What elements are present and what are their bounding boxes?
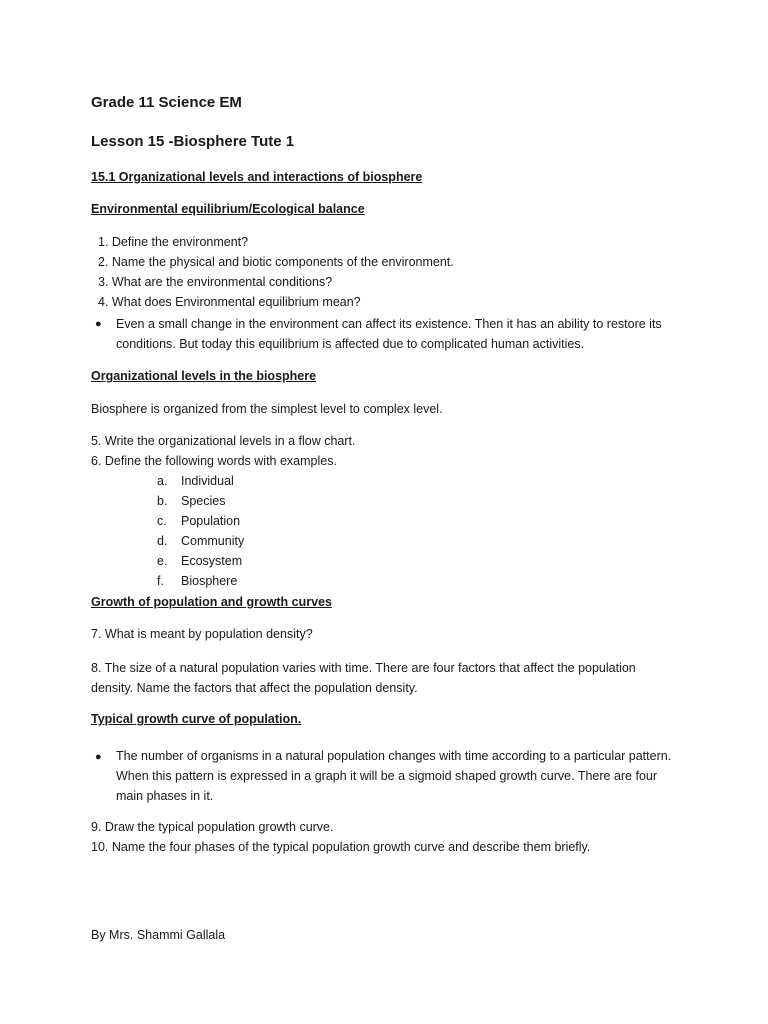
question-3: 3. What are the environmental conditions?	[98, 275, 333, 289]
list-item-text: Species	[181, 494, 226, 508]
list-item-text: Ecosystem	[181, 554, 243, 568]
list-item-text: Community	[181, 534, 245, 548]
author-footer: By Mrs. Shammi Gallala	[91, 928, 226, 942]
question-6: 6. Define the following words with examples.	[91, 454, 337, 468]
section-title-organizational-levels: 15.1 Organizational levels and interactions of biosphere	[91, 170, 423, 184]
list-item-text: Individual	[181, 474, 234, 488]
section-title-growth-population: Growth of population and growth curves	[91, 595, 332, 609]
question-4: 4. What does Environmental equilibrium mean?	[98, 295, 361, 309]
bullet-icon: ●	[95, 751, 102, 763]
question-5: 5. Write the organizational levels in a flow chart.	[91, 434, 356, 448]
section-title-levels-biosphere: Organizational levels in the biosphere	[91, 369, 317, 383]
question-8: 8. The size of a natural population varies with time. There are four factors that affect the population density. Name the factors that affect the population density.	[91, 661, 636, 695]
question-7: 7. What is meant by population density?	[91, 627, 313, 641]
bullet-equilibrium-text: Even a small change in the environment can affect its existence. Then it has an ability to restore its conditions. But today this equilibrium is affected due to complicated human activities.	[116, 317, 662, 351]
list-item-letter: a.	[157, 474, 168, 488]
lesson-heading: Lesson 15 -Biosphere Tute 1	[91, 133, 295, 150]
list-item-letter: f.	[157, 574, 164, 588]
question-9: 9. Draw the typical population growth curve.	[91, 820, 334, 834]
biosphere-intro: Biosphere is organized from the simplest level to complex level.	[91, 402, 443, 416]
list-item-text: Biosphere	[181, 574, 238, 588]
bullet-growth-curve-text: The number of organisms in a natural population changes with time according to a particular pattern. When this pattern is expressed in a graph it will be a sigmoid shaped growth curve. There are four main phases in it.	[116, 749, 672, 803]
grade-heading: Grade 11 Science EM	[91, 94, 242, 111]
list-item-letter: c.	[157, 514, 167, 528]
bullet-icon: ●	[95, 318, 102, 330]
list-item-letter: d.	[157, 534, 168, 548]
question-1: 1. Define the environment?	[98, 235, 249, 249]
section-subtitle-equilibrium: Environmental equilibrium/Ecological balance	[91, 202, 365, 216]
question-2: 2. Name the physical and biotic components of the environment.	[98, 255, 454, 269]
list-item-letter: e.	[157, 554, 168, 568]
section-title-growth-curve: Typical growth curve of population.	[91, 712, 302, 726]
question-10: 10. Name the four phases of the typical population growth curve and describe them briefly.	[91, 840, 591, 854]
list-item-text: Population	[181, 514, 241, 528]
list-item-letter: b.	[157, 494, 168, 508]
